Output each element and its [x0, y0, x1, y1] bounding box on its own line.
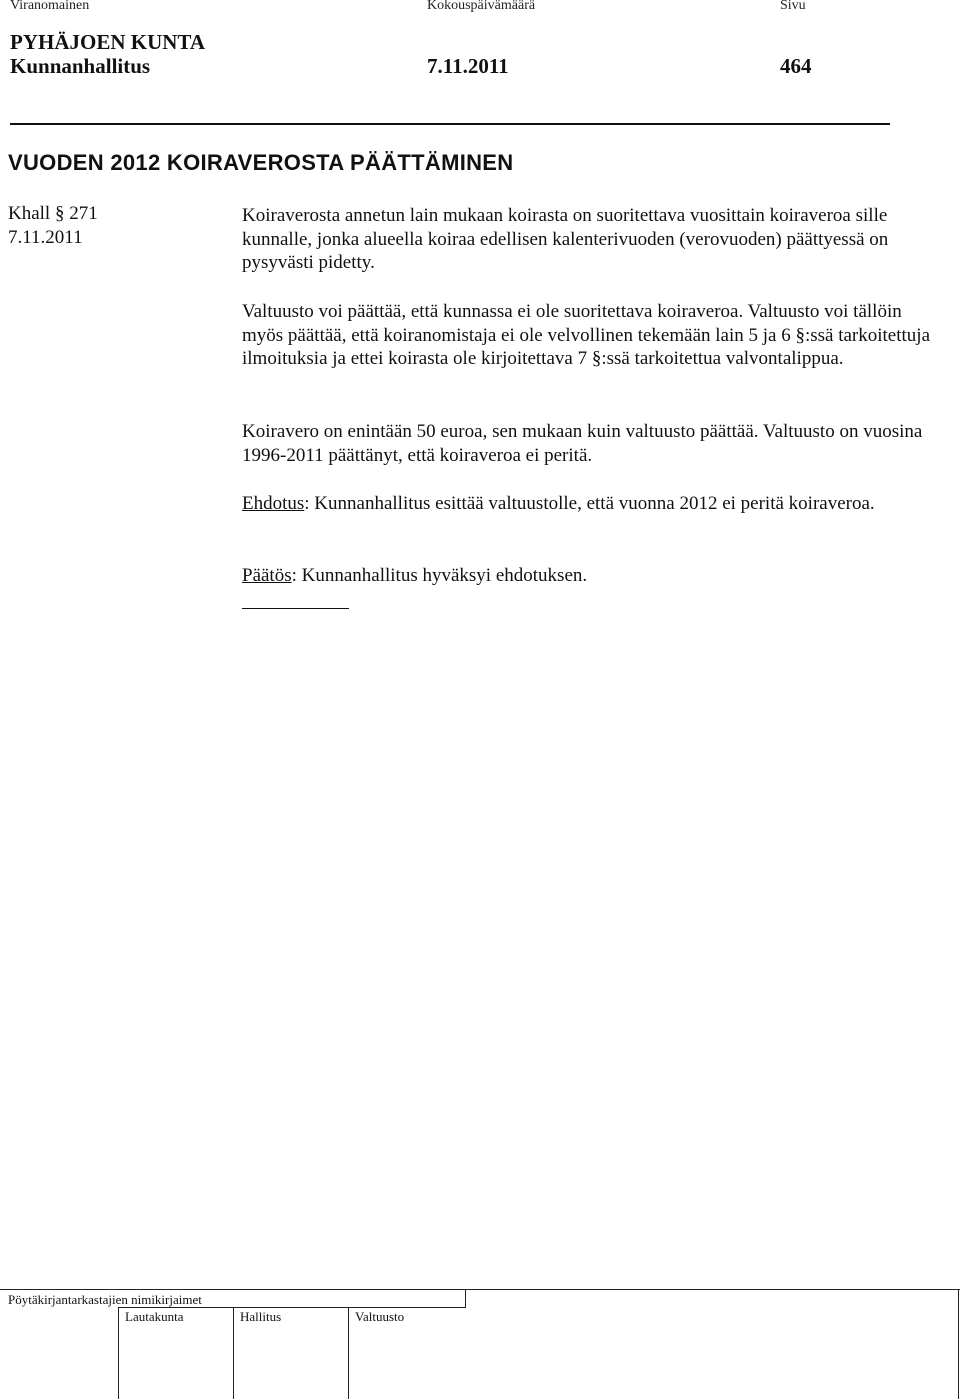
decision-label: Päätös — [242, 565, 292, 586]
end-divider — [242, 608, 349, 609]
header-divider — [10, 123, 890, 125]
paragraph-2 — [242, 300, 932, 371]
footer-top-line — [0, 1289, 960, 1290]
decision — [242, 564, 932, 588]
reference-section: Khall § 271 — [8, 203, 98, 224]
meeting-date: 7.11.2011 — [427, 54, 509, 78]
label-page: Sivu — [780, 0, 806, 13]
body-name: Kunnanhallitus — [10, 54, 151, 78]
footer-divider-3 — [348, 1307, 349, 1399]
proposal — [242, 492, 932, 516]
proposal-label: Ehdotus — [242, 493, 305, 514]
municipality-name: PYHÄJOEN KUNTA — [10, 30, 206, 54]
footer-divider-2 — [233, 1307, 234, 1399]
label-official: Viranomainen — [10, 0, 90, 13]
footer-col-lautakunta: Lautakunta — [125, 1309, 184, 1324]
document-title: VUODEN 2012 KOIRAVEROSTA PÄÄTTÄMINEN — [8, 150, 514, 175]
footer-checkers-label: Pöytäkirjantarkastajien nimikirjaimet — [8, 1292, 202, 1307]
paragraph-1 — [242, 204, 932, 275]
footer-signature-line — [118, 1307, 466, 1308]
paragraph-2-text: Valtuusto voi päättää, että kunnassa ei ole suoritettava koiraveroa. Valtuusto voi tällöin myös päättää, että koiranomistaja ei ole velvollinen tekemään lain 5 ja 6 §:ssä tarkoitettuja ilmoituksia ja ettei koirasta ole kirjoitettava 7 §:ssä tarkoitettua valvontalippua. — [242, 301, 930, 369]
footer — [0, 1289, 960, 1399]
reference-date: 7.11.2011 — [8, 227, 83, 248]
paragraph-3 — [242, 420, 932, 467]
footer-col-hallitus: Hallitus — [240, 1309, 282, 1324]
page-number: 464 — [780, 54, 812, 78]
label-meeting-date: Kokouspäivämäärä — [427, 0, 536, 13]
proposal-text: : Kunnanhallitus esittää valtuustolle, että vuonna 2012 ei peritä koiraveroa. — [304, 493, 875, 514]
paragraph-3-text: Koiravero on enintään 50 euroa, sen mukaan kuin valtuusto päättää. Valtuusto on vuosina 1996-2011 päättänyt, että koiraveroa ei peritä. — [242, 421, 923, 466]
footer-divider-4 — [465, 1289, 466, 1307]
footer-right-edge — [958, 1289, 959, 1399]
paragraph-1-text: Koiraverosta annetun lain mukaan koirasta on suoritettava vuosittain koiraveroa sille kunnalle, jonka alueella koiraa edellisen kalenterivuoden (verovuoden) päättyessä on pysyvästi pidetty. — [242, 205, 889, 273]
footer-divider-1 — [118, 1307, 119, 1399]
footer-col-valtuusto: Valtuusto — [355, 1309, 405, 1324]
decision-text: : Kunnanhallitus hyväksyi ehdotuksen. — [291, 565, 588, 586]
